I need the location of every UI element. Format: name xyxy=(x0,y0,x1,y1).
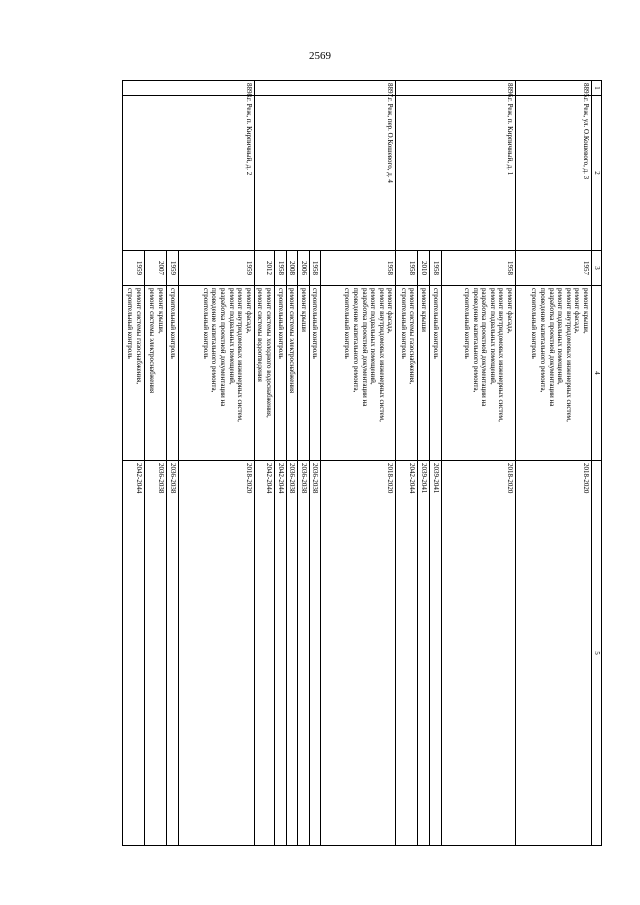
work-type-line: строительный контроль xyxy=(168,288,177,359)
column-number-2: 2 xyxy=(592,96,602,251)
work-type-line: разработка проектной документации на xyxy=(360,288,369,407)
record-number: 8895. xyxy=(516,81,592,96)
work-types-cell xyxy=(254,286,274,461)
work-type-line: ремонт системы холодного водоснабжения, xyxy=(265,288,274,418)
work-type-line: ремонт подвальных помещений, xyxy=(556,288,565,385)
work-types-cell xyxy=(166,286,178,461)
table-row xyxy=(442,81,516,846)
work-type-line: ремонт системы электроснабжения xyxy=(288,288,297,394)
year-cell: 2010 xyxy=(418,251,430,286)
period-cell: 2018-2020 xyxy=(321,461,396,846)
work-type-line: разработка проектной документации на xyxy=(219,288,228,407)
period-cell: 2036-2038 xyxy=(144,461,166,846)
work-type-line: проведение капитального ремонта, xyxy=(539,288,548,393)
period-cell: 2018-2020 xyxy=(178,461,254,846)
table-row xyxy=(178,81,254,846)
record-number: 8896. xyxy=(396,81,516,96)
work-type-line: ремонт внутридомовых инженерных систем, xyxy=(236,288,245,422)
year-cell: 2012 xyxy=(254,251,274,286)
work-types-cell xyxy=(178,286,254,461)
year-cell: 2007 xyxy=(144,251,166,286)
building-address: г. Реж, ул. О.Кошевого, д. 3 xyxy=(516,96,592,251)
work-types-cell xyxy=(516,286,592,461)
period-cell: 2039-2041 xyxy=(418,461,430,846)
work-type-line: проведение капитального ремонта, xyxy=(210,288,219,393)
work-type-line: ремонт внутридомовых инженерных систем, xyxy=(497,288,506,422)
page-number: 2569 xyxy=(309,50,331,62)
work-type-line: ремонт крыши, xyxy=(582,288,590,334)
work-type-line: ремонт фасада, xyxy=(573,288,582,334)
work-type-line: ремонт фасада, xyxy=(386,288,395,334)
table-body xyxy=(122,81,591,846)
work-type-line: ремонт внутридомовых инженерных систем, xyxy=(564,288,573,422)
work-type-line: ремонт подвальных помещений, xyxy=(488,288,497,385)
period-cell: 2036-2038 xyxy=(166,461,178,846)
column-number-4: 4 xyxy=(592,286,602,461)
work-type-line: строительный контроль xyxy=(201,288,210,359)
work-type-line: строительный контроль xyxy=(126,288,135,359)
work-type-line: проведение капитального ремонта, xyxy=(352,288,361,393)
year-cell: 1958 xyxy=(430,251,442,286)
work-type-line: строительный контроль xyxy=(432,288,440,359)
year-cell: 2006 xyxy=(298,251,310,286)
work-type-line: проведение капитального ремонта, xyxy=(471,288,480,393)
year-cell: 1957 xyxy=(516,251,592,286)
work-type-line: разработка проектной документации на xyxy=(480,288,489,407)
work-type-line: разработка проектной документации на xyxy=(547,288,556,407)
table-row xyxy=(516,81,592,846)
work-type-line: ремонт крыши xyxy=(299,288,308,332)
work-types-cell xyxy=(122,286,144,461)
year-cell: 1959 xyxy=(178,251,254,286)
building-address: г. Реж, п. Кирпичный, д. 1 xyxy=(396,96,516,251)
year-cell: 1959 xyxy=(122,251,144,286)
period-cell: 2042-2044 xyxy=(122,461,144,846)
year-cell: 1958 xyxy=(309,251,321,286)
work-types-cell xyxy=(286,286,298,461)
work-types-cell xyxy=(144,286,166,461)
period-cell: 2036-2038 xyxy=(286,461,298,846)
column-number-5: 5 xyxy=(592,461,602,846)
period-cell: 2042-2044 xyxy=(275,461,287,846)
work-type-line: строительный контроль xyxy=(530,288,539,359)
year-cell: 1958 xyxy=(442,251,516,286)
record-number: 8897. xyxy=(254,81,396,96)
period-cell: 2042-2044 xyxy=(254,461,274,846)
work-type-line: ремонт крыши xyxy=(420,288,428,332)
work-type-line: строительный контроль xyxy=(463,288,472,359)
work-types-cell xyxy=(442,286,516,461)
year-cell: 2008 xyxy=(286,251,298,286)
work-type-line: строительный контроль xyxy=(343,288,352,359)
building-address: г. Реж, пер. О.Кошевого, д. 4 xyxy=(254,96,396,251)
record-number: 8898. xyxy=(122,81,254,96)
work-type-line: ремонт системы газоснабжения, xyxy=(134,288,143,385)
work-type-line: ремонт подвальных помещений, xyxy=(227,288,236,385)
period-cell: 2036-2038 xyxy=(298,461,310,846)
building-address: г. Реж, п. Кирпичный, д. 2 xyxy=(122,96,254,251)
column-number-row xyxy=(592,81,602,846)
year-cell: 1958 xyxy=(396,251,418,286)
work-types-cell xyxy=(321,286,396,461)
work-type-line: ремонт системы электроснабжения xyxy=(148,288,157,394)
period-cell: 2036-2038 xyxy=(309,461,321,846)
period-cell: 2018-2020 xyxy=(442,461,516,846)
table-row xyxy=(321,81,396,846)
work-types-cell xyxy=(309,286,321,461)
rotated-page xyxy=(122,80,602,845)
repair-schedule-table xyxy=(122,80,602,846)
work-types-cell xyxy=(430,286,442,461)
work-type-line: ремонт фасада, xyxy=(244,288,253,334)
work-type-line: ремонт внутридомовых инженерных систем, xyxy=(377,288,386,422)
column-number-3: 3 xyxy=(592,251,602,286)
year-cell: 1959 xyxy=(166,251,178,286)
work-type-line: ремонт крыши, xyxy=(156,288,165,334)
work-type-line: строительный контроль xyxy=(276,288,285,359)
work-type-line: строительный контроль xyxy=(399,288,408,359)
work-type-line: ремонт фасада, xyxy=(506,288,514,334)
work-type-line: ремонт системы водоотведения xyxy=(256,288,265,382)
work-types-cell xyxy=(418,286,430,461)
period-cell: 2039-2041 xyxy=(430,461,442,846)
year-cell: 1958 xyxy=(275,251,287,286)
work-type-line: ремонт системы газоснабжения, xyxy=(408,288,417,385)
year-cell: 1958 xyxy=(321,251,396,286)
work-type-line: строительный контроль xyxy=(311,288,320,359)
work-type-line: ремонт подвальных помещений, xyxy=(369,288,378,385)
work-types-cell xyxy=(396,286,418,461)
column-number-1: 1 xyxy=(592,81,602,96)
work-types-cell xyxy=(298,286,310,461)
period-cell: 2018-2020 xyxy=(516,461,592,846)
period-cell: 2042-2044 xyxy=(396,461,418,846)
work-types-cell xyxy=(275,286,287,461)
